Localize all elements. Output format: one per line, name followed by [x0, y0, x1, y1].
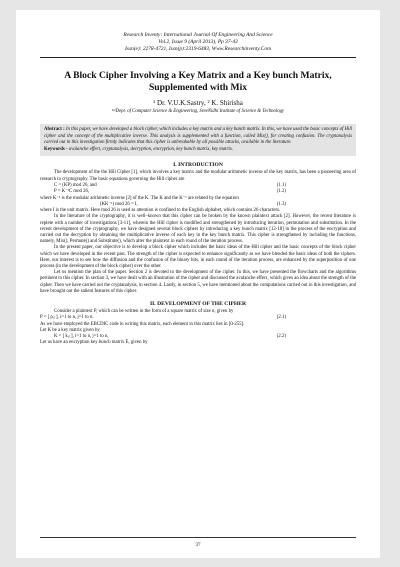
paragraph: Let us have an encryption key bunch matrix E, given by [40, 340, 148, 346]
equation-text: (KK⁻¹) mod 26 = I, [100, 201, 138, 207]
paper-title: A Block Cipher Involving a Key Matrix and a Key bunch Matrix, Supplemented with Mix [64, 70, 332, 93]
section-heading-development: II. DEVELOPMENT OF THE CIPHER [149, 301, 247, 308]
abstract-label: Abstract : [44, 127, 65, 132]
equation-text: P = K⁻¹C mod 26, [54, 189, 90, 195]
equation-number: (2.2) [276, 334, 286, 340]
equation-text: K = [ kᵢⱼ ], i=1 to n, j=1 to n, [54, 334, 109, 340]
abstract-box [40, 124, 356, 156]
paragraph: In the present paper, our objective is to develop a block cipher which includes the basic ideas of the Hill cipher and the basic concepts of the block cipher which we have developed in the recent past. The strength of the cipher is expected to enhance significantly as we have blended the basic ideas of both the ciphers. Here, our interest is to see how the diffusion and the confusion of the binary bits, in each round of the iteration process, are enhanced by the superposition of one process (in the development of the block cipher) over the other. [40, 245, 356, 270]
paragraph: The development of the the Hill Cipher [1], which involves a key matrix and the modular arithmetic inverse of the key matrix, has been a pioneering area of research in cryptography. The basic equations governing the Hill cipher are [40, 170, 356, 182]
paragraph: where K⁻¹ is the modular arithmetic inverse [2] of the K. The K and the K⁻¹ are related by the equation [40, 195, 239, 201]
keywords-text: - avalanche effect, cryptanalysis, decryption, encryption, key bunch matrix, key matrix. [64, 146, 234, 152]
paper-page [16, 10, 380, 558]
journal-header [40, 32, 356, 53]
keywords-label: Keywords [44, 146, 65, 152]
paragraph: Let K be a key matrix given by [40, 327, 100, 333]
section-heading-introduction: I. INTRODUCTION [173, 162, 223, 169]
journal-line: Vol.2, Issue 9 (April 2013), Pp 37-43 [158, 39, 238, 45]
footer-rule [40, 537, 356, 538]
journal-line: Issn(e): 2278-4721, Issn(p):2319-6483, Www.Researchinventy.Com [125, 46, 271, 52]
equation-number: (1.3) [276, 201, 286, 207]
equation-number: (1.2) [276, 189, 286, 195]
paragraph: As we have employed the EBCDIC code in writing this matrix, each element in this matrix lies in [0-255]. [40, 321, 245, 327]
equation-text: C = (KP) mod 26, and [54, 182, 97, 188]
equation-number: (1.1) [276, 182, 286, 188]
paragraph: Let us mention the plan of the paper. Section 2 is devoted to the development of the cipher. In this, we have presented the flowcharts and the algorithms pertinent to this cipher. In section 3, we have dealt with an illustration of the cipher and discussed the avalanche effect, which gives an idea about the strength of the cipher. Then we have carried out the cryptanalysis, in section 4. Lastly, in section 5, we have mentioned about the computations carried out in this investigation, and have brought out the salient features of this cipher. [40, 270, 356, 294]
affiliation: ¹ʲ²Dept. of Computer Science & Engineering, SreeNidhi Institute of Science & Technology [111, 109, 285, 114]
paragraph: where I is the unit matrix. Here mod 26 is used as attention is confined to the English alphabet, which contains 26 characters. [40, 208, 281, 214]
paragraph: Consider a plaintext P, which can be written in the form of a square matrix of size n, given by [54, 309, 234, 315]
journal-line: Research Inventy: International Journal Of Engineering And Science [123, 32, 273, 38]
header-rule [40, 57, 356, 58]
paragraph: In the literature of the cryptography, it is well–known that this cipher can be broken by the known plaintext attack [2]. However, the recent literature is replete with a number of investigations [3-11], wherein the Hill cipher is modified and strengthened by introducing iteration, permutation and substitution. In the recent development of the cryptography, we have designed several block ciphers by introducing a key bunch matrix [12-18] in the process of the encryption and carried out the decryption by obtaining the multiplicative inverse of each key in the key bunch matrix. This cipher is strengthened by including the functions, namely, Mix(), Permute() and Substitute(), which alter the plaintext in each round of the iteration process. [40, 214, 356, 245]
page-number: 37 [195, 543, 201, 548]
equation-number: (2.1) [276, 315, 286, 321]
abstract-text: In this paper, we have developed a block cipher, which includes a key matrix and a key bunch matrix. In this, we have used the basic concepts of Hill cipher and the concept of the multiplicative inverse. This analysis is supplemented with a function, called Mix(), for creating confusion. The cryptanalysis carried out in this investigation firmly indicates that this cipher is unbreakable by all possible attacks, available in the literature. [44, 127, 353, 146]
equation-text: P = [ pᵢⱼ ], i=1 to n, j=1 to n. [40, 315, 94, 321]
authors: ¹ Dr. V.U.K.Sastry, ² K. Shirisha [153, 99, 243, 107]
